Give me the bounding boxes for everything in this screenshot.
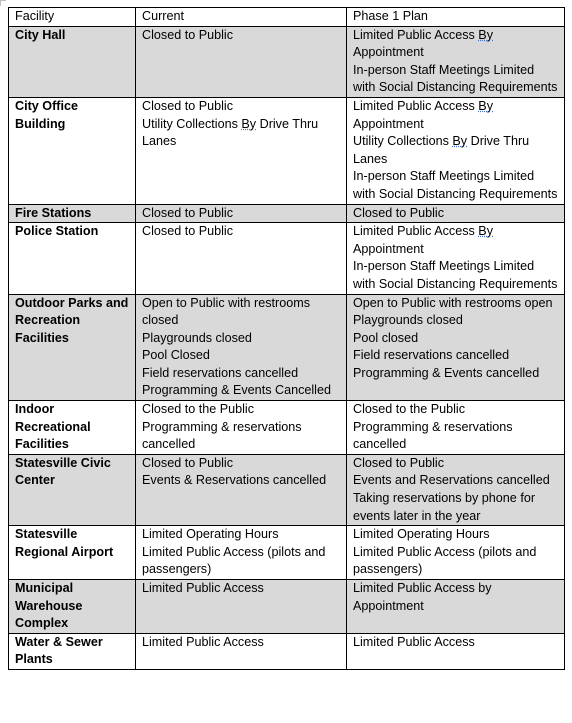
current-line: Closed to Public bbox=[142, 224, 234, 239]
current-line: Limited Operating Hours bbox=[142, 527, 279, 542]
facility-cell: Fire Stations bbox=[9, 204, 136, 223]
current-cell bbox=[136, 294, 347, 401]
current-line: Closed to the Public bbox=[142, 402, 255, 417]
header-current: Current bbox=[136, 8, 347, 27]
page-corner-mark bbox=[0, 0, 6, 6]
phase1-cell bbox=[347, 633, 565, 669]
phase1-cell bbox=[347, 454, 565, 525]
phase1-cell bbox=[347, 97, 565, 204]
phase1-cell bbox=[347, 223, 565, 294]
current-cell bbox=[136, 454, 347, 525]
table-row bbox=[9, 26, 565, 97]
phase1-line: Field reservations cancelled bbox=[353, 348, 510, 363]
current-line: Limited Public Access (pilots and passengers) bbox=[142, 544, 326, 577]
phase1-line: Limited Public Access by Appointment bbox=[353, 581, 492, 613]
phase1-line: Closed to Public bbox=[353, 455, 445, 470]
phase1-cell bbox=[347, 580, 565, 634]
phase1-line: In-person Staff Meetings Limited with Social Distancing Requirements bbox=[353, 259, 558, 291]
phase1-line: Open to Public with restrooms open bbox=[353, 295, 553, 310]
table-row bbox=[9, 401, 565, 455]
phase1-cell bbox=[347, 26, 565, 97]
current-line: Programming & Events Cancelled bbox=[142, 383, 331, 398]
current-cell bbox=[136, 204, 347, 223]
table-body bbox=[9, 8, 565, 670]
phase1-cell bbox=[347, 401, 565, 455]
current-line: Utility Collections By Drive Thru Lanes bbox=[142, 116, 319, 149]
facility-cell: City Hall bbox=[9, 26, 136, 97]
current-line: Events & Reservations cancelled bbox=[142, 473, 327, 488]
current-cell bbox=[136, 526, 347, 580]
header-facility: Facility bbox=[9, 8, 136, 27]
spellcheck-mark: By bbox=[478, 98, 493, 113]
phase1-line: Programming & Events cancelled bbox=[353, 365, 540, 380]
table-row bbox=[9, 580, 565, 634]
phase1-line: Closed to the Public bbox=[353, 402, 466, 417]
current-line: Playgrounds closed bbox=[142, 330, 252, 345]
current-line: Limited Public Access bbox=[142, 634, 264, 649]
facility-cell: Police Station bbox=[9, 223, 136, 294]
phase1-line: Limited Public Access By Appointment bbox=[353, 98, 493, 131]
current-line: Programming & reservations cancelled bbox=[142, 419, 302, 452]
phase1-line: Limited Operating Hours bbox=[353, 527, 490, 542]
phase1-cell bbox=[347, 294, 565, 401]
phase1-line: Programming & reservations cancelled bbox=[353, 419, 513, 452]
facility-status-table bbox=[8, 7, 565, 670]
table-row bbox=[9, 294, 565, 401]
phase1-line: Limited Public Access By Appointment bbox=[353, 224, 493, 256]
spellcheck-mark: By bbox=[452, 134, 468, 149]
facility-cell: Statesville Regional Airport bbox=[9, 526, 136, 580]
current-cell bbox=[136, 401, 347, 455]
current-cell bbox=[136, 633, 347, 669]
current-line: Pool Closed bbox=[142, 348, 210, 363]
phase1-line: Playgrounds closed bbox=[353, 313, 463, 328]
table-row bbox=[9, 204, 565, 223]
phase1-cell bbox=[347, 526, 565, 580]
current-line: Open to Public with restrooms closed bbox=[142, 295, 310, 328]
facility-cell: City Office Building bbox=[9, 97, 136, 204]
phase1-line: Events and Reservations cancelled bbox=[353, 473, 550, 488]
phase1-line: Limited Public Access bbox=[353, 634, 475, 649]
header-phase1: Phase 1 Plan bbox=[347, 8, 565, 27]
facility-cell: Statesville Civic Center bbox=[9, 454, 136, 525]
facility-cell: Indoor Recreational Facilities bbox=[9, 401, 136, 455]
phase1-line: Taking reservations by phone for events later in the year bbox=[353, 491, 536, 523]
spellcheck-mark: By bbox=[478, 27, 493, 42]
current-line: Closed to Public bbox=[142, 455, 234, 470]
spellcheck-mark: By bbox=[241, 116, 257, 131]
phase1-line: Limited Public Access (pilots and passengers) bbox=[353, 544, 537, 577]
facility-cell: Outdoor Parks and Recreation Facilities bbox=[9, 294, 136, 401]
phase1-line: In-person Staff Meetings Limited with Social Distancing Requirements bbox=[353, 62, 558, 95]
table-row bbox=[9, 223, 565, 294]
current-cell bbox=[136, 97, 347, 204]
table-header-row bbox=[9, 8, 565, 27]
phase1-line: In-person Staff Meetings Limited with Social Distancing Requirements bbox=[353, 169, 558, 201]
current-cell bbox=[136, 26, 347, 97]
current-cell bbox=[136, 580, 347, 634]
phase1-line: Closed to Public bbox=[353, 205, 445, 220]
phase1-cell bbox=[347, 204, 565, 223]
current-line: Closed to Public bbox=[142, 27, 234, 42]
facility-status-table-container bbox=[8, 7, 564, 670]
phase1-line: Pool closed bbox=[353, 330, 419, 345]
current-line: Closed to Public bbox=[142, 98, 234, 113]
table-row bbox=[9, 633, 565, 669]
current-line: Limited Public Access bbox=[142, 581, 264, 595]
current-line: Closed to Public bbox=[142, 205, 234, 220]
table-row bbox=[9, 97, 565, 204]
current-line: Field reservations cancelled bbox=[142, 365, 299, 380]
table-row bbox=[9, 454, 565, 525]
facility-cell: Municipal Warehouse Complex bbox=[9, 580, 136, 634]
spellcheck-mark: By bbox=[478, 224, 493, 239]
facility-cell: Water & Sewer Plants bbox=[9, 633, 136, 669]
table-row bbox=[9, 526, 565, 580]
phase1-line: Utility Collections By Drive Thru Lanes bbox=[353, 134, 530, 166]
current-cell bbox=[136, 223, 347, 294]
phase1-line: Limited Public Access By Appointment bbox=[353, 27, 493, 60]
